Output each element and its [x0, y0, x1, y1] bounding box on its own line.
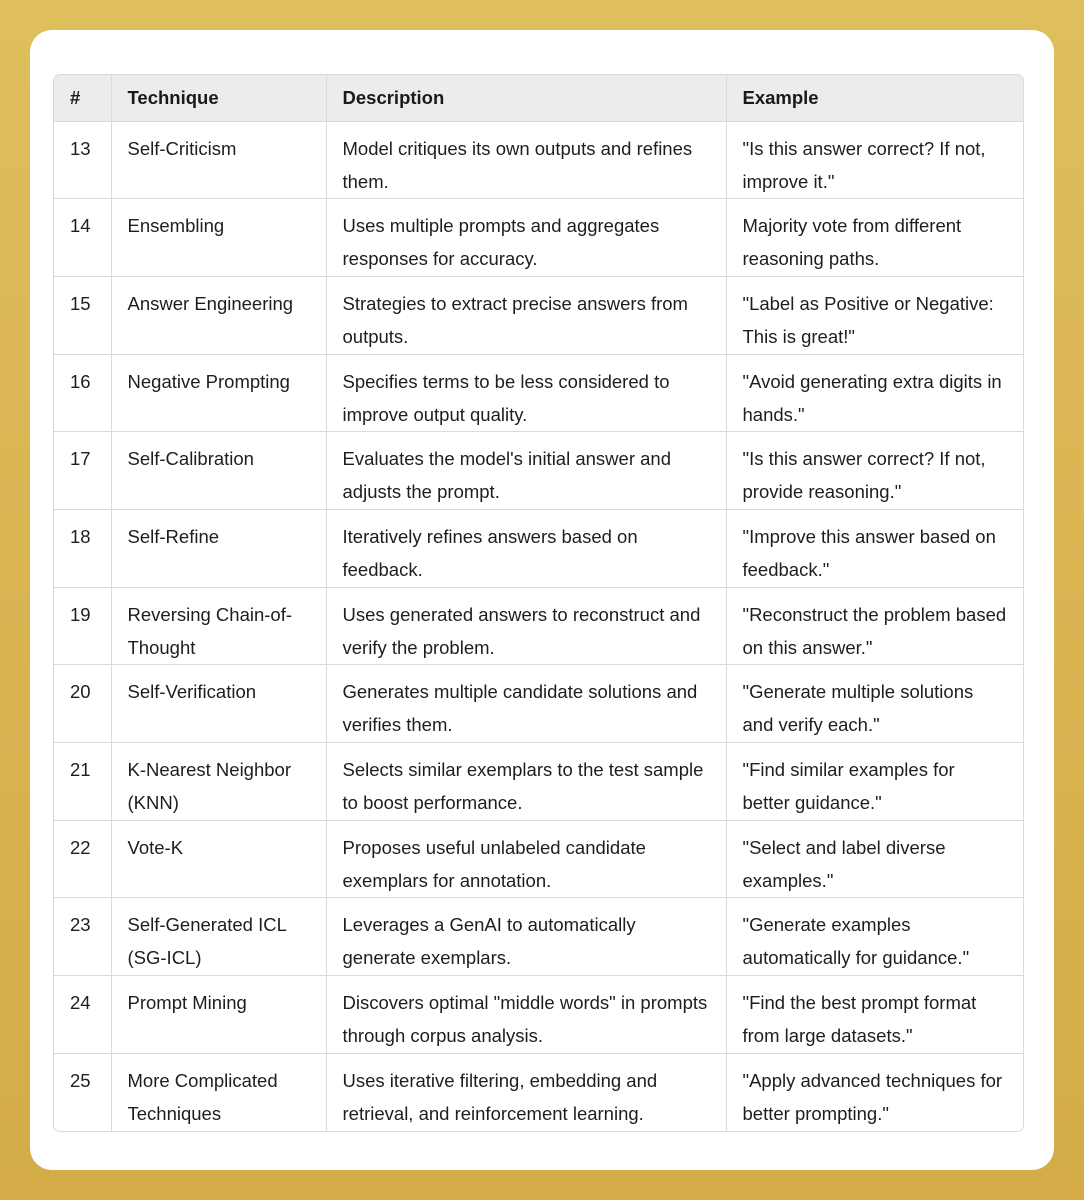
cell-technique: Ensembling [111, 199, 326, 277]
cell-example: "Apply advanced techniques for better prompting." [742, 1069, 1003, 1124]
table-row [54, 432, 1023, 510]
cell-number: 25 [54, 1053, 111, 1131]
cell-technique: Self-Verification [111, 665, 326, 743]
cell-description: Uses iterative filtering, embedding and retrieval, and reinforcement learning. [326, 1053, 726, 1131]
cell-technique: Prompt Mining [111, 976, 326, 1054]
cell-example: "Select and label diverse examples." [726, 820, 1023, 898]
cell-number: 13 [54, 121, 111, 199]
table-row [54, 121, 1023, 199]
cell-technique: Negative Prompting [111, 354, 326, 432]
cell-description: Evaluates the model's initial answer and adjusts the prompt. [326, 432, 726, 510]
cell-description: Generates multiple candidate solutions and verifies them. [326, 665, 726, 743]
header-description: Description [326, 75, 726, 121]
table-row [54, 354, 1023, 432]
cell-description: Iteratively refines answers based on feedback. [326, 509, 726, 587]
table-row [54, 898, 1023, 976]
cell-technique: More Complicated Techniques [111, 1053, 326, 1131]
cell-technique: Answer Engineering [111, 276, 326, 354]
cell-number: 17 [54, 432, 111, 510]
cell-example: "Label as Positive or Negative: This is great!" [726, 276, 1023, 354]
techniques-table [54, 75, 1023, 1131]
cell-technique: Self-Criticism [111, 121, 326, 199]
cell-example: "Is this answer correct? If not, improve it." [726, 121, 1023, 199]
cell-example: Majority vote from different reasoning paths. [726, 199, 1023, 277]
cell-description: Uses multiple prompts and aggregates responses for accuracy. [326, 199, 726, 277]
cell-example: "Find the best prompt format from large datasets." [726, 976, 1023, 1054]
cell-number: 21 [54, 743, 111, 821]
cell-number: 19 [54, 587, 111, 665]
table-row [54, 276, 1023, 354]
cell-number: 16 [54, 354, 111, 432]
cell-example: "Is this answer correct? If not, provide reasoning." [726, 432, 1023, 510]
cell-technique: K-Nearest Neighbor (KNN) [111, 743, 326, 821]
cell-example: "Avoid generating extra digits in hands." [726, 354, 1023, 432]
cell-description: Proposes useful unlabeled candidate exemplars for annotation. [326, 820, 726, 898]
table-row [54, 1053, 1023, 1131]
cell-number: 15 [54, 276, 111, 354]
cell-description: Discovers optimal "middle words" in prompts through corpus analysis. [326, 976, 726, 1054]
cell-number: 23 [54, 898, 111, 976]
cell-number: 18 [54, 509, 111, 587]
content-card [30, 30, 1054, 1170]
cell-technique: Vote-K [111, 820, 326, 898]
cell-number: 14 [54, 199, 111, 277]
cell-example: "Find similar examples for better guidance." [726, 743, 1023, 821]
table-row [54, 199, 1023, 277]
table-row [54, 743, 1023, 821]
cell-description: Selects similar exemplars to the test sample to boost performance. [326, 743, 726, 821]
cell-number: 22 [54, 820, 111, 898]
cell-technique: Self-Calibration [111, 432, 326, 510]
cell-description: Specifies terms to be less considered to improve output quality. [326, 354, 726, 432]
table-row [54, 587, 1023, 665]
table-row [54, 665, 1023, 743]
cell-example: "Generate multiple solutions and verify each." [726, 665, 1023, 743]
table-row [54, 820, 1023, 898]
cell-description: Leverages a GenAI to automatically generate exemplars. [326, 898, 726, 976]
header-number: # [54, 75, 111, 121]
techniques-table-container [53, 74, 1024, 1132]
cell-technique: Self-Generated ICL (SG-ICL) [111, 898, 326, 976]
cell-technique: Reversing Chain-of-Thought [111, 587, 326, 665]
cell-example: "Generate examples automatically for guidance." [726, 898, 1023, 976]
cell-technique: Self-Refine [111, 509, 326, 587]
cell-description: Model critiques its own outputs and refines them. [326, 121, 726, 199]
cell-description: Strategies to extract precise answers from outputs. [326, 276, 726, 354]
table-row [54, 976, 1023, 1054]
table-header-row [54, 75, 1023, 121]
header-technique: Technique [111, 75, 326, 121]
cell-description: Uses generated answers to reconstruct and verify the problem. [326, 587, 726, 665]
cell-number: 20 [54, 665, 111, 743]
cell-example: "Improve this answer based on feedback." [726, 509, 1023, 587]
table-row [54, 509, 1023, 587]
cell-example: "Reconstruct the problem based on this answer." [726, 587, 1023, 665]
header-example: Example [726, 75, 1023, 121]
cell-number: 24 [54, 976, 111, 1054]
